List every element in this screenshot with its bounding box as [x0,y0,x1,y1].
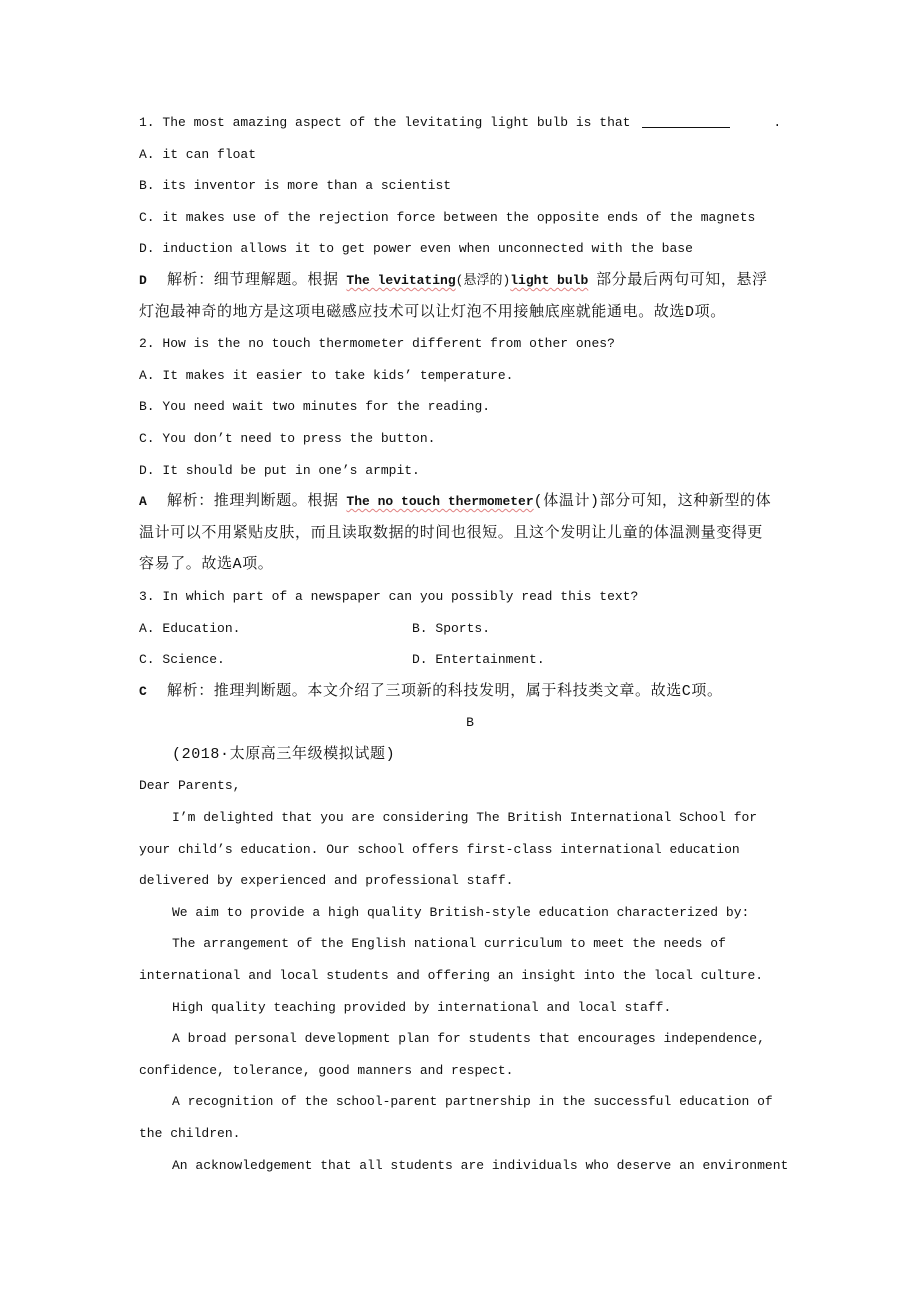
option: A. Education. [139,620,241,636]
letter-greeting: Dear Parents, [139,778,241,794]
letter-line: A recognition of the school-parent partnership in the successful education of [172,1094,773,1110]
option: D. Entertainment. [412,652,545,668]
option: B. its inventor is more than a scientist [139,178,452,194]
explanation-1-line2: 灯泡最神奇的地方是这项电磁感应技术可以让灯泡不用接触底座就能通电。故选D项。 [139,303,726,321]
option: C. it makes use of the rejection force between the opposite ends of the magnets [139,209,756,225]
option: A. It makes it easier to take kids’ temperature. [139,367,514,383]
letter-line: confidence, tolerance, good manners and respect. [139,1062,514,1078]
answer-blank [642,113,730,128]
explanation-2-line2: 温计可以不用紧贴皮肤，而且读取数据的时间也很短。且这个发明让儿童的体温测量变得更 [139,524,764,542]
question-2-stem: 2. How is the no touch thermometer different from other ones? [139,336,615,352]
answer-letter: A [139,494,147,510]
document-content [139,107,801,1181]
option: D. It should be put in one’s armpit. [139,462,420,478]
letter-line: I’m delighted that you are considering The British International School for [172,810,758,826]
exp-text: 解析：推理判断题。根据 [167,493,339,511]
option: C. Science. [139,652,225,668]
answer-letter: D [139,272,147,288]
letter-line: High quality teaching provided by international and local staff. [172,999,672,1015]
option: D. induction allows it to get power even when unconnected with the base [139,241,693,257]
option: C. You don’t need to press the button. [139,430,436,446]
exp-text: (体温计)部分可知，这种新型的体 [533,493,772,511]
letter-line: A broad personal development plan for students that encourages independence, [172,1031,765,1047]
option: B. Sports. [412,620,491,636]
question-3-stem: 3. In which part of a newspaper can you possibly read this text? [139,588,639,604]
letter-line: your child’s education. Our school offers first-class international education [139,841,740,857]
option: B. You need wait two minutes for the reading. [139,399,491,415]
explanation-2 [139,486,801,518]
letter-line: We aim to provide a high quality British-style education characterized by: [172,904,750,920]
exp-text: (悬浮的) [455,272,511,288]
letter-line: international and local students and offering an insight into the local culture. [139,968,764,984]
letter-line: delivered by experienced and professional staff. [139,873,514,889]
exp-term: The no touch thermometer [346,494,534,510]
exp-term: light bulb [510,272,589,288]
option-row [139,644,801,676]
letter-line: the children. [139,1126,241,1141]
section-source: (2018·太原高三年级模拟试题) [172,745,396,763]
section-letter: B [466,715,474,731]
letter-line: An acknowledgement that all students are individuals who deserve an environment [172,1157,789,1173]
question-1-stem [139,107,801,139]
explanation-2-line3: 容易了。故选A项。 [139,556,274,574]
exp-text: 解析：细节理解题。根据 [167,271,339,289]
explanation-1 [139,265,801,297]
answer-letter: C [139,683,147,699]
stem-end: . [773,115,782,130]
option-row [139,613,801,645]
explanation-3 [139,676,801,708]
exp-term: The levitating [346,272,456,288]
exp-text: 部分最后两句可知，悬浮 [596,271,768,289]
option: A. it can float [139,146,257,162]
exp-text: 解析：推理判断题。本文介绍了三项新的科技发明，属于科技类文章。故选C项。 [167,682,723,700]
letter-line: The arrangement of the English national curriculum to meet the needs of [172,936,726,952]
stem-text: 1. The most amazing aspect of the levitating light bulb is that [139,115,631,130]
